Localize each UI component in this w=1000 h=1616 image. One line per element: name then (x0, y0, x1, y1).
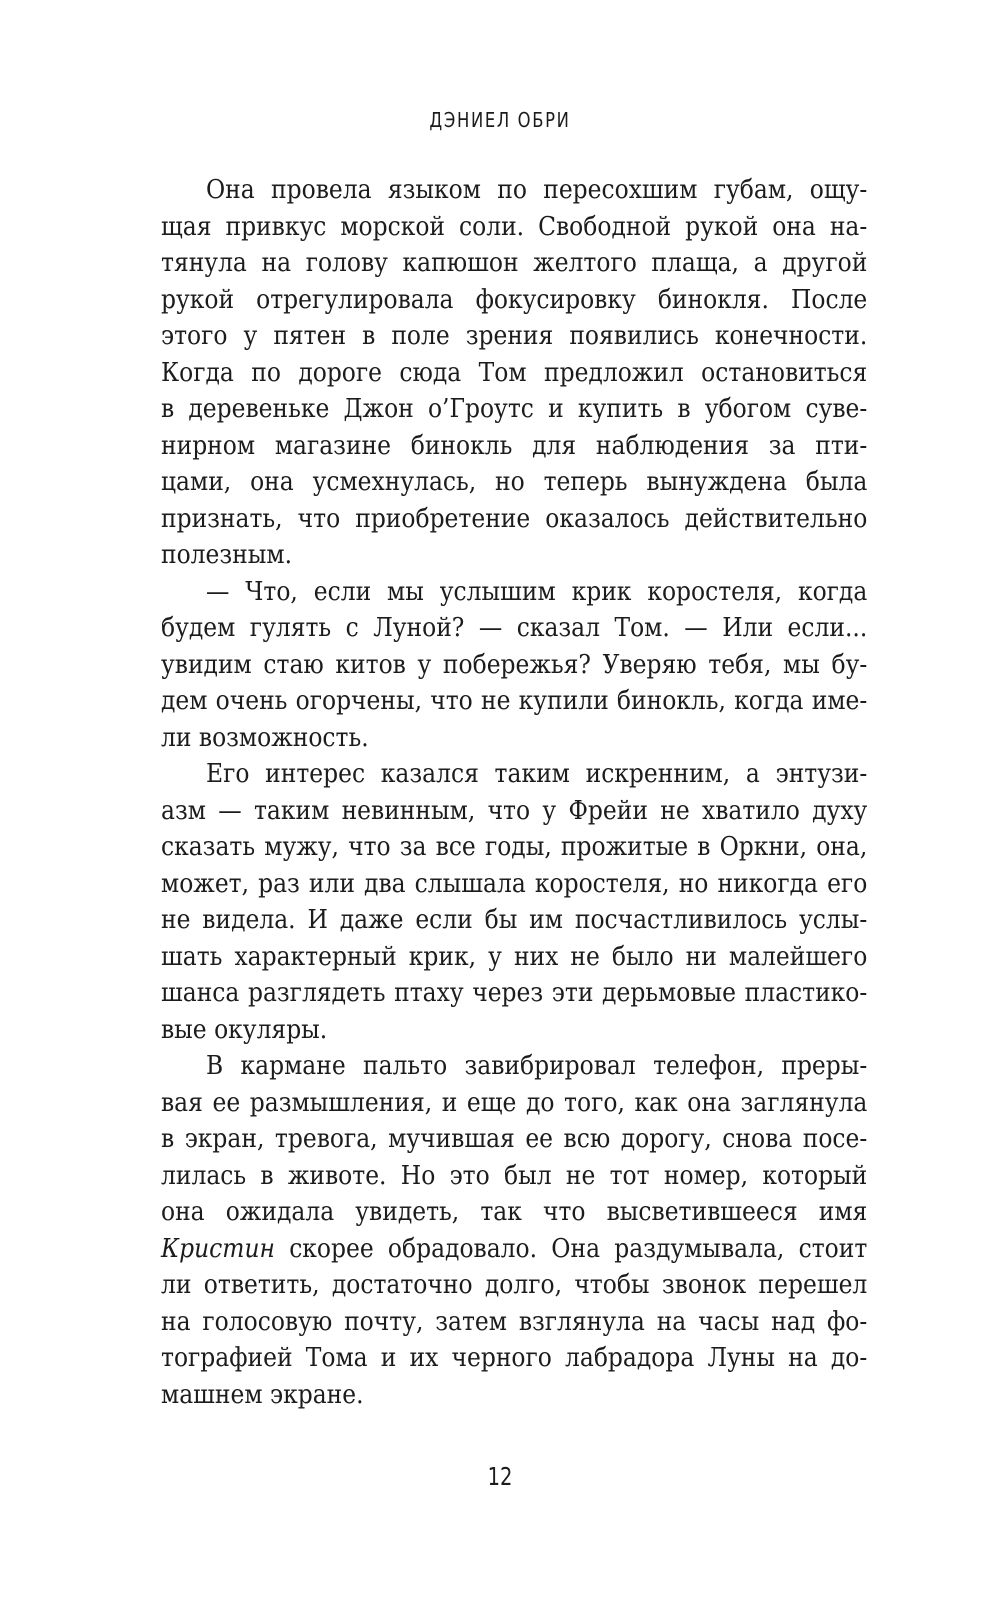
text-line: вая ее размышления, и еще до того, как она заглянула (161, 1087, 868, 1118)
text-line: щая привкус морской соли. Свободной рукой она на- (161, 211, 868, 242)
text-line (161, 1231, 867, 1268)
text-line: на голосовую почту, затем взглянула на часы над фо- (161, 1306, 868, 1337)
text-line: Его интерес казался таким искренним, а энтузи- (206, 759, 868, 789)
text-line: машнем экране. (161, 1379, 364, 1410)
text-line: в экран, тревога, мучившая ее всю дорогу, снова посе- (161, 1124, 868, 1154)
text-line: увидим стаю китов у побережья? Уверяю тебя, мы бу- (161, 649, 868, 680)
text-line: будем гулять с Луной? — сказал Том. — Или если... (161, 613, 868, 643)
text-line: сказать мужу, что за все годы, прожитые в Оркни, она, (161, 832, 868, 862)
text-line: лилась в животе. Но это был не тот номер, который (161, 1160, 868, 1191)
text-line: она ожидала увидеть, так что высветившееся имя (161, 1197, 868, 1227)
text-line: может, раз или два слышала коростеля, но никогда его (161, 868, 868, 899)
running-header: ДЭНИЕЛ ОБРИ (429, 108, 571, 132)
text-line: шать характерный крик, у них не было ни малейшего (161, 941, 868, 972)
text-fragment: скорее обрадовало. Она раздумывала, стоит (274, 1233, 868, 1264)
italic-name: Кристин (161, 1233, 275, 1264)
text-line: тянула на голову капюшон желтого плаща, а другой (161, 248, 868, 278)
page-number: 12 (487, 1462, 513, 1491)
text-line: ли ответить, достаточно долго, чтобы звонок перешел (161, 1270, 868, 1300)
text-line: рукой отрегулировала фокусировку бинокля. После (161, 284, 868, 315)
text-line: полезным. (161, 540, 293, 570)
text-line: В кармане пальто завибрировал телефон, преры- (206, 1051, 868, 1081)
text-line: — Что, если мы услышим крик коростеля, когда (206, 576, 868, 607)
text-line: тографией Тома и их черного лабрадора Луны на до- (161, 1343, 868, 1373)
text-line: нирном магазине бинокль для наблюдения за пти- (161, 430, 868, 461)
text-line: этого у пятен в поле зрения появились конечности. (161, 321, 868, 351)
text-line: шанса разглядеть птаху через эти дерьмовые пластико- (161, 978, 868, 1008)
text-line: ли возможность. (161, 722, 369, 753)
text-line: не видела. И даже если бы им посчастливилось услы- (161, 905, 868, 935)
text-line: признать, что приобретение оказалось действительно (161, 503, 868, 534)
text-line: Она провела языком по пересохшим губам, ощу- (206, 175, 868, 205)
text-line: вые окуляры. (161, 1014, 328, 1045)
text-line: в деревеньке Джон о’Гроутс и купить в убогом суве- (161, 394, 868, 424)
text-line: азм — таким невинным, что у Фрейи не хватило духу (161, 795, 868, 826)
text-line: дем очень огорчены, что не купили бинокль, когда име- (161, 686, 868, 716)
text-line: Когда по дороге сюда Том предложил остановиться (161, 357, 868, 388)
body-text (161, 172, 868, 1413)
text-line: цами, она усмехнулась, но теперь вынуждена была (161, 467, 868, 497)
